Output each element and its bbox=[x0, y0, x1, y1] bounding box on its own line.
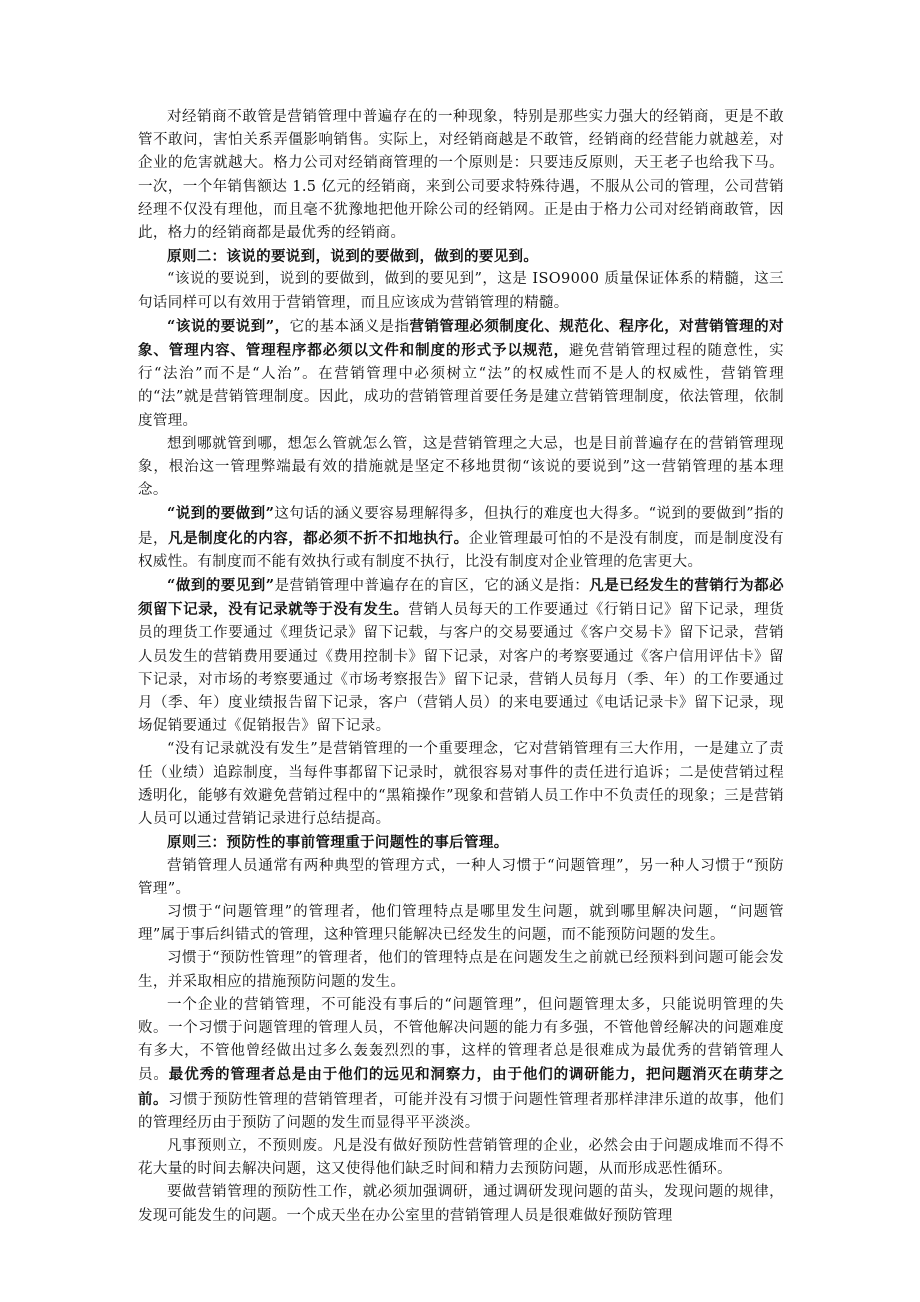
text-run: 习惯于预防性管理的营销管理者，可能并没有习惯于问题性管理者那样津津乐道的故事，他们的管理经历由于预防了问题的发生而显得平平淡淡。 bbox=[138, 1091, 784, 1131]
text-run: 凡事预则立，不预则废。凡是没有做好预防性营销管理的企业，必然会由于问题成堆而不得不花大量的时间去解决问题，这又使得他们缺乏时间和精力去预防问题，从而形成恶性循环。 bbox=[138, 1137, 784, 1178]
section-heading bbox=[138, 831, 784, 854]
body-paragraph bbox=[138, 315, 784, 433]
bold-text-run: 凡是制度化的内容，都必须不折不扣地执行。 bbox=[168, 529, 469, 547]
text-run: 想到哪就管到哪，想怎么管就怎么管，这是营销管理之大忌，也是目前普遍存在的营销管理现象，根治这一管理弊端最有效的措施就是坚定不移地贯彻“该说的要说到”这一营销管理的基本理念。 bbox=[138, 435, 784, 499]
body-paragraph bbox=[138, 502, 784, 574]
body-paragraph bbox=[138, 574, 784, 738]
text-run: 对经销商不敢管是营销管理中普遍存在的一种现象，特别是那些实力强大的经销商，更是不敢管不敢问，害怕关系弄僵影响销售。实际上，对经销商越是不敢管，经销商的经营能力就越差，对企业的危害就越大。格力公司对经销商管理的一个原则是：只要违反原则，天王老子也给我下马。一次，一个年销售额达 1.5 亿元的经销商，来到公司要求特殊待遇，不服从公司的管理，公司营销经理不仅没有理他，而且毫不犹豫地把他开除公司的经销网。正是由于格力公司对经销商敢管，因此，格力的经销商都是最优秀的经销商。 bbox=[138, 109, 784, 242]
text-run: 是营销管理中普遍存在的盲区，它的涵义是指： bbox=[274, 578, 590, 595]
text-run: 营销管理人员通常有两种典型的管理方式，一种人习惯于“问题管理”，另一种人习惯于“预防管理”。 bbox=[138, 857, 784, 897]
text-run: 这句话的涵义要容易理解得多，但执行的难度也大得多。“说到的要做到”指的是， bbox=[138, 506, 784, 547]
body-paragraph bbox=[138, 433, 784, 503]
text-run: 习惯于“问题管理”的管理者，他们管理特点是哪里发生问题，就到哪里解决问题，“问题管理”属于事后纠错式的管理，这种管理只能解决已经发生的问题，而不能预防问题的发生。 bbox=[138, 903, 784, 944]
body-paragraph bbox=[138, 901, 784, 947]
bold-text-run: “该说的要说到”， bbox=[167, 317, 290, 335]
section-heading bbox=[138, 245, 784, 268]
text-run: 营销人员每天的工作要通过《行销日记》留下记录，理货员的理货工作要通过《理货记录》留下记载，与客户的交易要通过《客户交易卡》留下记录，营销人员发生的营销费用要通过《费用控制卡》留下记录，对客户的考察要通过《客户信用评估卡》留下记录，对市场的考察要通过《市场考察报告》留下记录，营销人员每月（季、年）的工作要通过月（季、年）度业绩报告留下记录，客户（营销人员）的来电要通过《电话记录卡》留下记录，现场促销要通过《促销报告》留下记录。 bbox=[138, 602, 784, 735]
text-run: 要做营销管理的预防性工作，就必须加强调研，通过调研发现问题的苗头，发现问题的规律，发现可能发生的问题。一个成天坐在办公室里的营销管理人员是很难做好预防管理 bbox=[138, 1184, 784, 1224]
body-paragraph bbox=[138, 855, 784, 901]
bold-text-run: “说到的要做到” bbox=[167, 505, 275, 523]
text-run: 一个企业的营销管理，不可能没有事后的“问题管理”，但问题管理太多，只能说明管理的失败。一个习惯于问题管理的管理人员，不管他解决问题的能力有多强，不管他曾经解决的问题难度有多大，不管他曾经做出过多么轰轰烈烈的事，这样的管理者总是很难成为最优秀的营销管理人员。 bbox=[138, 996, 784, 1084]
bold-text-run: 原则三：预防性的事前管理重于问题性的事后管理。 bbox=[167, 834, 509, 852]
body-paragraph bbox=[138, 994, 784, 1135]
body-paragraph bbox=[138, 268, 784, 314]
body-paragraph bbox=[138, 106, 784, 245]
text-run: “该说的要说到，说到的要做到，做到的要见到”，这是 ISO9000 质量保证体系的精髓，这三句话同样可以有效用于营销管理，而且应该成为营销管理的精髓。 bbox=[138, 271, 784, 311]
body-paragraph bbox=[138, 947, 784, 993]
bold-text-run: 原则二：该说的要说到，说到的要做到，做到的要见到。 bbox=[167, 248, 539, 266]
bold-text-run: 最优秀的管理者总是由于他们的远见和洞察力，由于他们的调研能力，把问题消灭在萌芽之前。 bbox=[138, 1066, 785, 1108]
body-paragraph bbox=[138, 1135, 784, 1181]
body-paragraph bbox=[138, 1181, 784, 1227]
text-run: 习惯于“预防性管理”的管理者，他们的管理特点是在问题发生之前就已经预料到问题可能会发生，并采取相应的措施预防问题的发生。 bbox=[138, 950, 784, 990]
body-paragraph bbox=[138, 738, 784, 831]
text-run: 避免营销管理过程的随意性，实行“法治”而不是“人治”。在营销管理中必须树立“法”的权威性而不是人的权威性，营销管理的“法”就是营销管理制度。因此，成功的营销管理首要任务是建立营销管理制度，依法管理，依制度管理。 bbox=[138, 343, 784, 429]
bold-text-run: “做到的要见到” bbox=[167, 577, 275, 595]
text-run: “没有记录就没有发生”是营销管理的一个重要理念，它对营销管理有三大作用，一是建立了责任（业绩）追踪制度，当每件事都留下记录时，就很容易对事件的责任进行追诉；二是使营销过程透明化，能够有效避免营销过程中的“黑箱操作”现象和营销人员工作中不负责任的现象；三是营销人员可以通过营销记录进行总结提高。 bbox=[138, 741, 784, 828]
text-run: 企业管理最可怕的不是没有制度，而是制度没有权威性。有制度而不能有效执行或有制度不执行，比没有制度对企业管理的危害更大。 bbox=[138, 530, 784, 570]
text-run: 它的基本涵义是指 bbox=[289, 318, 410, 335]
bold-text-run: 凡是已经发生的营销行为都必须留下记录，没有记录就等于没有发生。 bbox=[138, 577, 784, 619]
bold-text-run: 营销管理必须制度化、规范化、程序化，对营销管理的对象、管理内容、管理程序都必须以文件和制度的形式予以规范， bbox=[138, 317, 784, 360]
